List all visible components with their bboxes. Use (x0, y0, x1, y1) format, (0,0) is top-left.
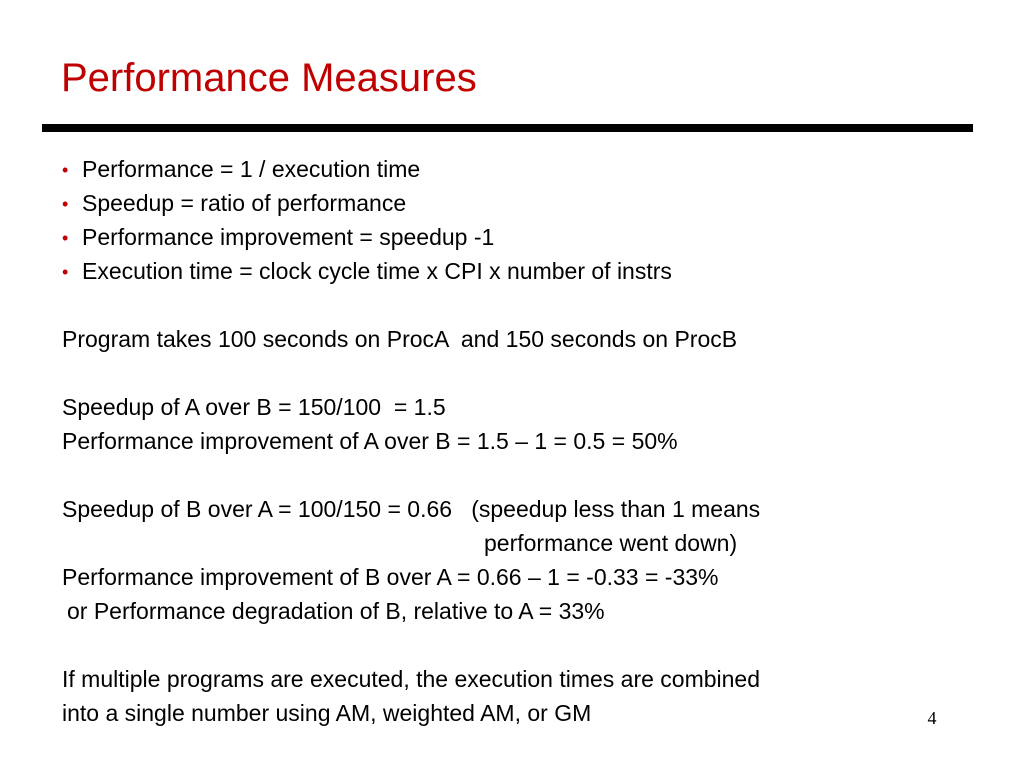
bullet-item (62, 152, 922, 186)
bullet-text: Performance improvement = speedup -1 (82, 224, 495, 250)
blank-line (62, 458, 922, 492)
bullet-dot-icon: • (62, 194, 69, 214)
bullet-text: Execution time = clock cycle time x CPI x number of instrs (82, 258, 672, 284)
bullet-item (62, 186, 922, 220)
bullet-item (62, 220, 922, 254)
slide-title: Performance Measures (61, 56, 477, 100)
speedup-b-over-a-continued: performance went down) (484, 530, 738, 556)
bullet-text: Performance = 1 / execution time (82, 156, 421, 182)
speedup-b-over-a: Speedup of B over A = 100/150 = 0.66 (speedup less than 1 means (62, 496, 761, 522)
speedup-a-over-b: Speedup of A over B = 150/100 = 1.5 (62, 394, 446, 420)
bullet-dot-icon: • (62, 160, 69, 180)
blank-line (62, 356, 922, 390)
title-divider (42, 124, 973, 132)
slide-body (62, 152, 922, 730)
bullet-dot-icon: • (62, 262, 69, 282)
multiple-programs-line-1: If multiple programs are executed, the execution times are combined (62, 666, 761, 692)
multiple-programs-line-2: into a single number using AM, weighted AM, or GM (62, 700, 592, 726)
bullet-item (62, 254, 922, 288)
bullet-text: Speedup = ratio of performance (82, 190, 407, 216)
bullet-dot-icon: • (62, 228, 69, 248)
perf-improvement-b-over-a: Performance improvement of B over A = 0.66 – 1 = -0.33 = -33% (62, 564, 719, 590)
program-statement: Program takes 100 seconds on ProcA and 150 seconds on ProcB (62, 326, 738, 352)
blank-line (62, 288, 922, 322)
perf-degradation-b: or Performance degradation of B, relative to A = 33% (67, 598, 605, 624)
page-number: 4 (927, 708, 937, 728)
blank-line (62, 628, 922, 662)
perf-improvement-a-over-b: Performance improvement of A over B = 1.5 – 1 = 0.5 = 50% (62, 428, 678, 454)
